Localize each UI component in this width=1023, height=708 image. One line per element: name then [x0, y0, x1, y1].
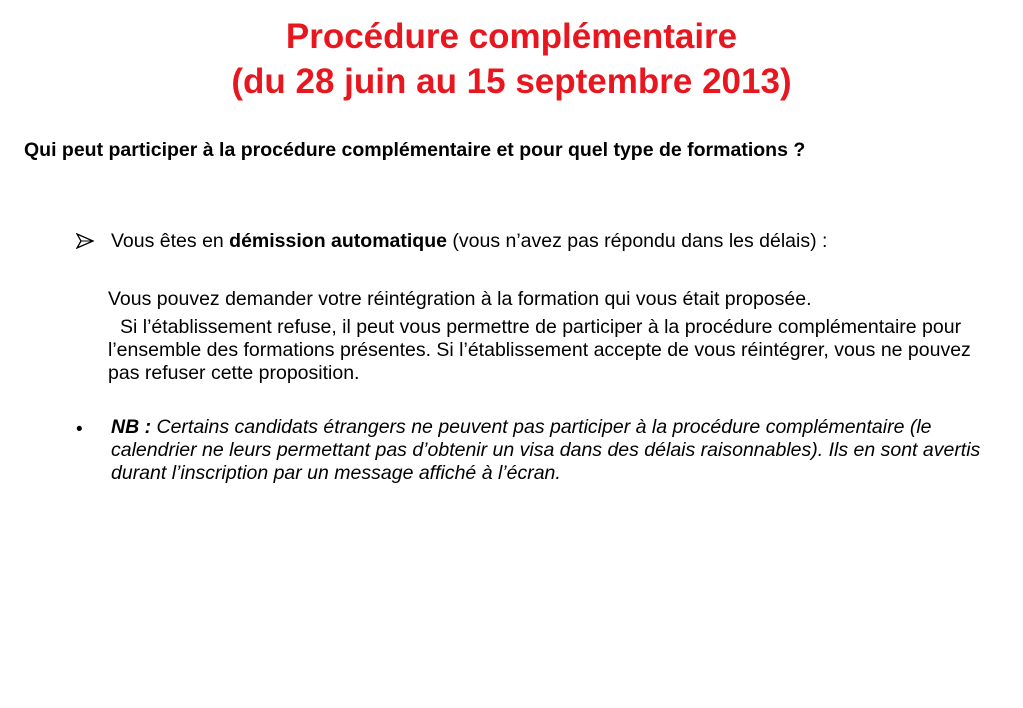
item-prefix: Vous êtes en [111, 230, 230, 252]
dot-bullet-icon: • [76, 419, 83, 440]
question-heading: Qui peut participer à la procédure complémentaire et pour quel type de formations ? [24, 139, 806, 161]
title-line-1: Procédure complémentaire [285, 17, 738, 56]
note-text: Certains candidats étrangers ne peuvent pas participer à la procédure complémentaire (le calendrier ne leurs permettant pas d’obtenir un visa dans des délais raisonnables). Ils en sont avertis durant l’inscription par un message affiché à l’écran. [111, 416, 981, 484]
list-item-automatic-resignation [111, 230, 827, 253]
title-line-2: (du 28 juin au 15 septembre 2013) [231, 62, 792, 101]
arrow-bullet-icon [76, 233, 96, 249]
page-title [0, 14, 1023, 104]
item-bold-term: démission automatique [229, 230, 447, 252]
note-paragraph [111, 416, 981, 485]
item-suffix: (vous n’avez pas répondu dans les délais) : [446, 230, 828, 252]
paragraph-reinstatement: Vous pouvez demander votre réintégration à la formation qui vous était proposée. [108, 288, 812, 310]
paragraph-institution-refusal: Si l’établissement refuse, il peut vous permettre de participer à la procédure complémentaire pour l’ensemble des formations présentes. Si l’établissement accepte de vous réintégrer, vous ne pouvez pas refuser cette proposition. [108, 316, 971, 384]
note-label: NB : [111, 416, 152, 438]
